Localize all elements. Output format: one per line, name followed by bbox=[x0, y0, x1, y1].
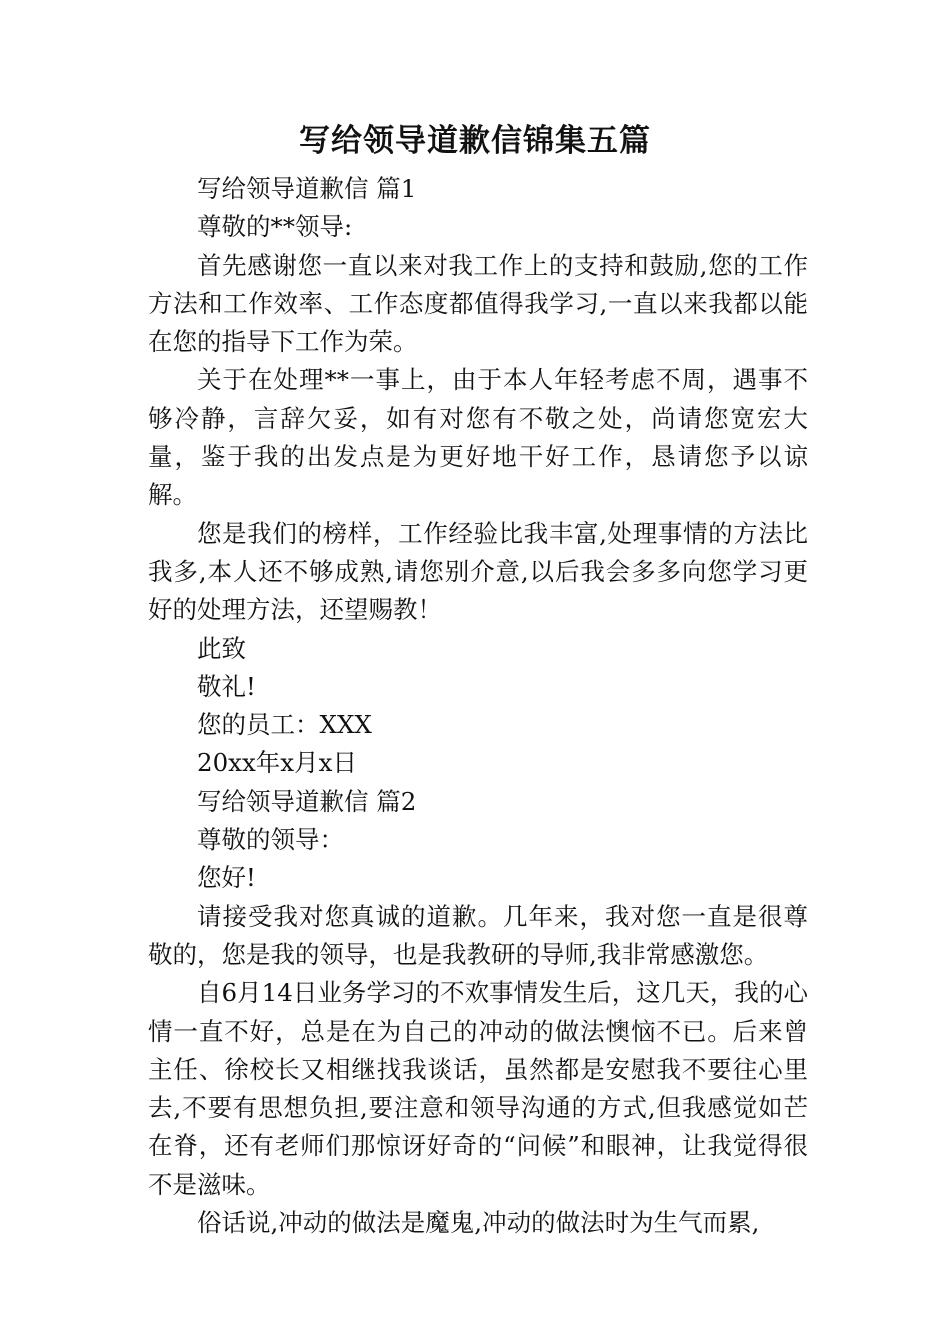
body-paragraph: 请接受我对您真诚的道歉。几年来，我对您一直是很尊敬的，您是我的领导，也是我教研的导师,我非常感激您。 bbox=[148, 901, 808, 969]
section-heading-1: 写给领导道歉信 篇1 bbox=[197, 174, 417, 203]
document-title: 写给领导道歉信锦集五篇 bbox=[299, 123, 651, 159]
salutation-1: 尊敬的**领导: bbox=[197, 212, 353, 242]
document-body bbox=[148, 170, 808, 1242]
body-paragraph: 俗话说,冲动的做法是魔鬼,冲动的做法时为生气而累, bbox=[197, 1208, 760, 1238]
signature-line: 您的员工：XXX bbox=[197, 710, 372, 740]
closing-line: 此致 bbox=[197, 633, 246, 663]
salutation-2: 尊敬的领导： bbox=[197, 825, 344, 855]
greeting: 您好! bbox=[197, 863, 256, 893]
body-paragraph: 关于在处理**一事上，由于本人年轻考虑不周，遇事不够冷静，言辞欠妥，如有对您有不敬之处，尚请您宽宏大量，鉴于我的出发点是为更好地干好工作，恳请您予以谅解。 bbox=[148, 365, 808, 510]
body-paragraph: 您是我们的榜样，工作经验比我丰富,处理事情的方法比我多,本人还不够成熟,请您别介意,以后我会多多向您学习更好的处理方法，还望赐教！ bbox=[148, 518, 808, 625]
date-line: 20xx年x月x日 bbox=[197, 748, 357, 778]
body-paragraph: 首先感谢您一直以来对我工作上的支持和鼓励,您的工作方法和工作效率、工作态度都值得我学习,一直以来我都以能在您的指导下工作为荣。 bbox=[148, 250, 808, 357]
body-paragraph: 自6月14日业务学习的不欢事情发生后，这几天，我的心情一直不好，总是在为自己的冲动的做法懊恼不已。后来曾主任、徐校长又相继找我谈话，虽然都是安慰我不要往心里去,不要有思想负担,要注意和领导沟通的方式,但我感觉如芒在脊，还有老师们那惊讶好奇的“问候”和眼神，让我觉得很不是滋味。 bbox=[148, 978, 808, 1199]
section-heading-2: 写给领导道歉信 篇2 bbox=[197, 786, 417, 816]
closing-regards: 敬礼! bbox=[197, 671, 256, 701]
